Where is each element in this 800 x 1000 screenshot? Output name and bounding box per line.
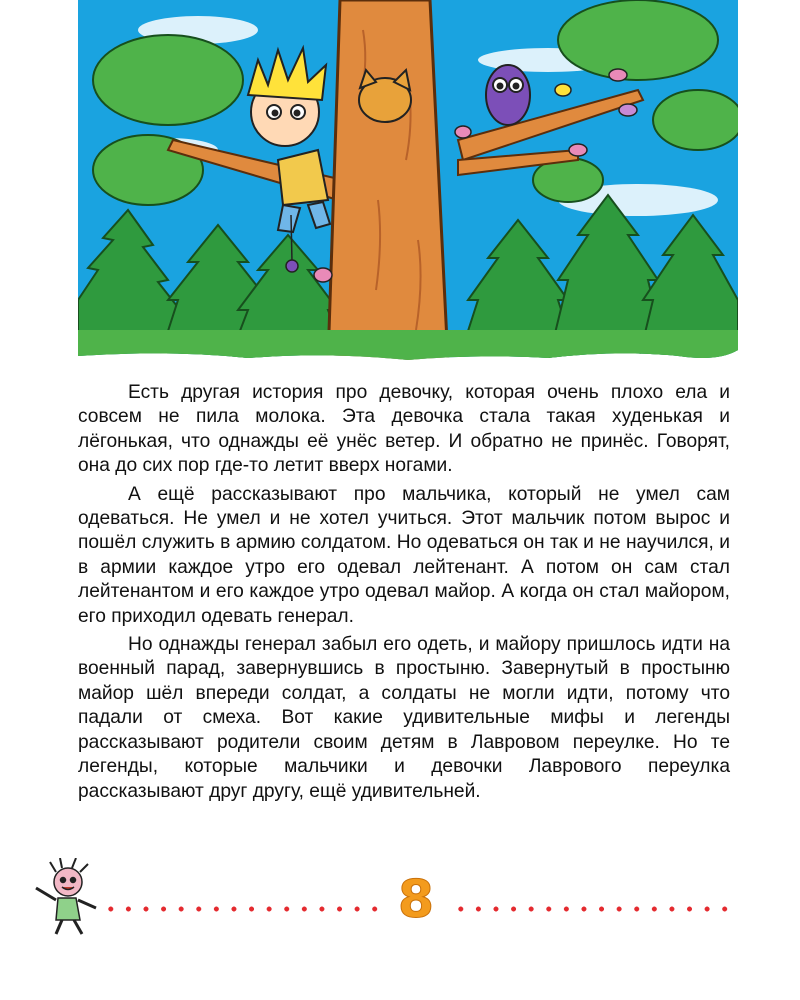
fox xyxy=(359,70,411,122)
ground-grass xyxy=(78,330,738,362)
owl xyxy=(486,65,530,125)
dotted-line-right xyxy=(452,906,735,912)
boy-in-tree-illustration xyxy=(78,0,738,362)
paragraph-2: А ещё рассказывают про мальчика, который не умел сам одеваться. Не умел и не хотел учиться. Этот мальчик потом вырос и пошёл служить в армию солдатом. Но одеваться он так и не научился, и в армии каждое утро его одевал лейтенант. А потом он сам стал лейтенантом и его каждое утро одевал майор. А когда он стал майором, его приходил одевать генерал. xyxy=(78,483,730,627)
paragraph-1: Есть другая история про девочку, которая очень плохо ела и совсем не пила молока. Эта девочка стала такая худенькая и лёгонькая, что однажды её унёс ветер. И обратно не принёс. Говорят, она до сих пор где-то летит вверх ногами. xyxy=(78,382,730,477)
page-number: 8 xyxy=(397,870,435,930)
dotted-line-left xyxy=(102,906,384,912)
story-text xyxy=(78,381,730,808)
tree-trunk xyxy=(328,0,448,362)
paragraph-3: Но однажды генерал забыл его одеть, и майору пришлось идти на военный парад, завернувшись в простыню. Завернутый в простыню майор шёл впереди солдат, а солдаты не могли идти, потому что падали от смеха. Вот какие удивительные мифы и легенды рассказывают родители своим детям в Лавровом переулке. Но те легенды, которые мальчики и девочки Лаврового переулка рассказывают друг другу, ещё удивительней. xyxy=(78,634,730,802)
dancing-girl-illustration xyxy=(28,858,108,938)
